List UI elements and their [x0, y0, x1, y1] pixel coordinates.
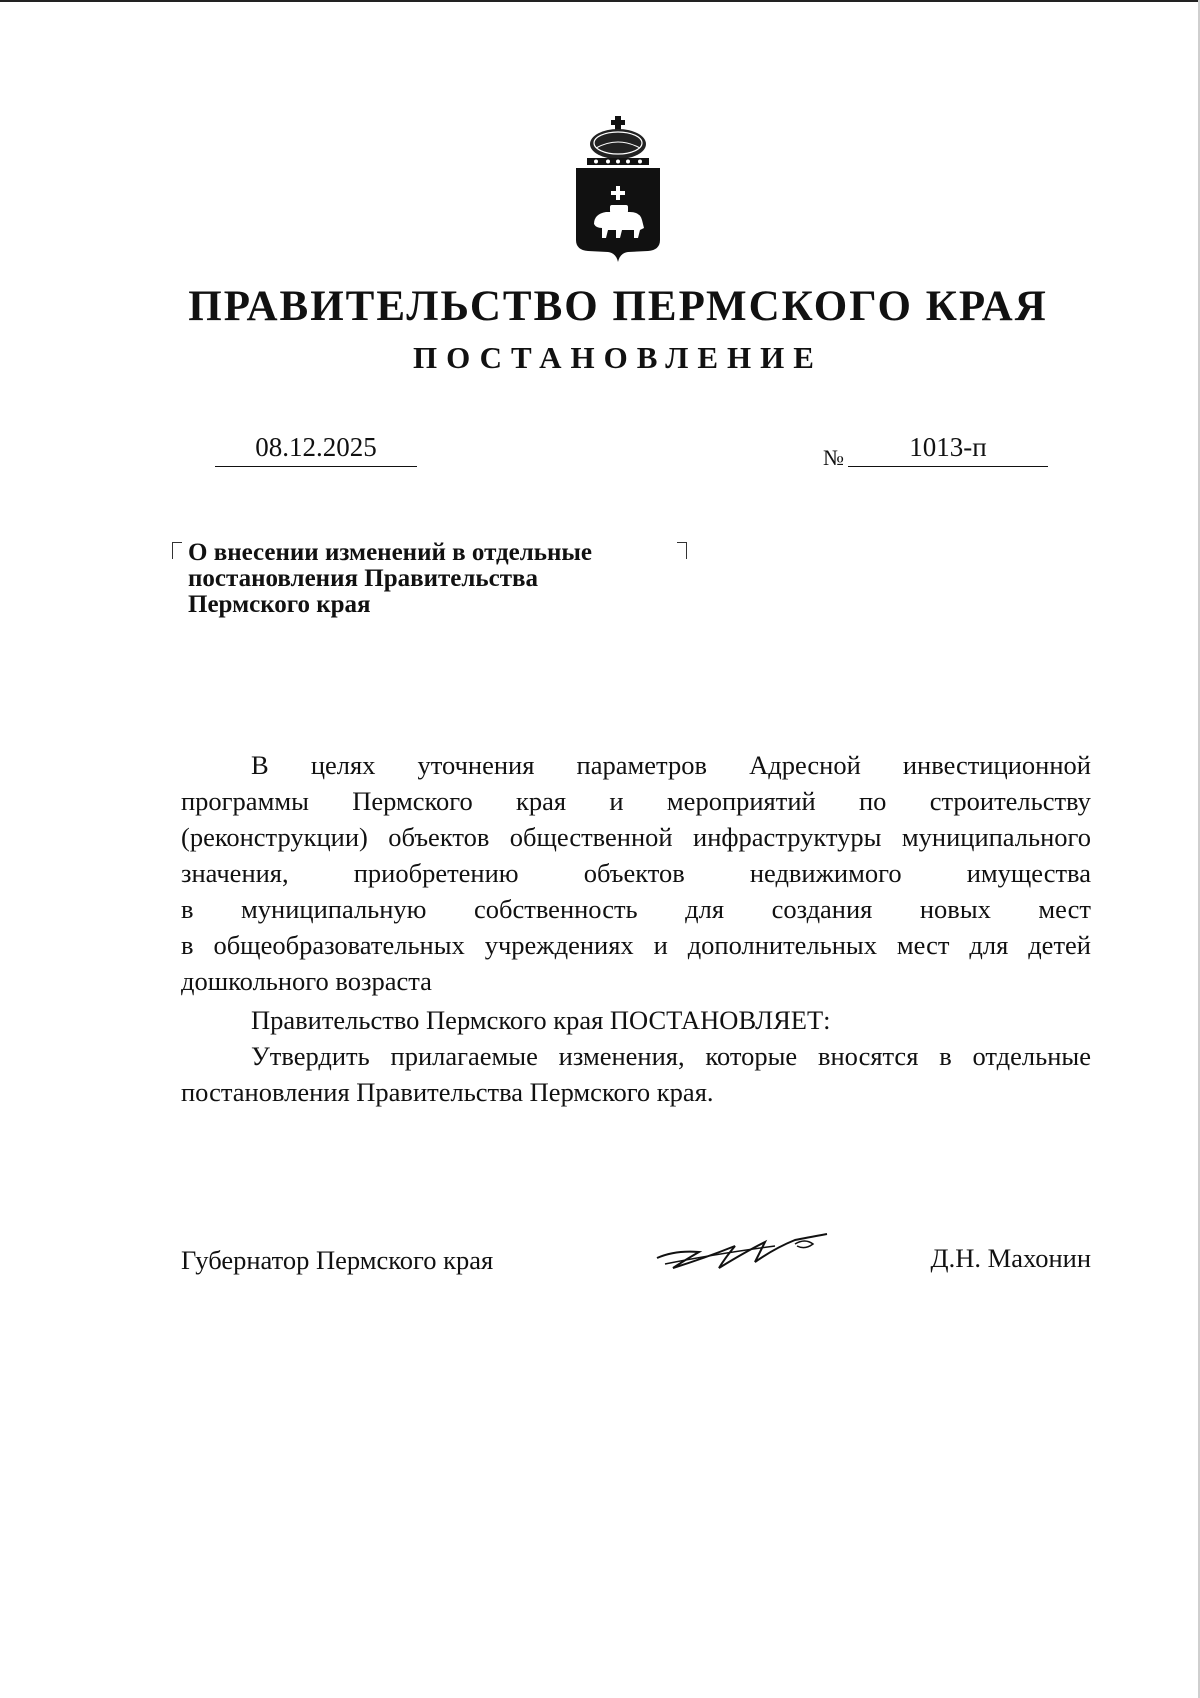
- body-line: программы Пермского края и мероприятий по строительству: [181, 786, 1091, 816]
- subject-line: постановления Правительства: [188, 565, 538, 592]
- signatory-role: Губернатор Пермского края: [181, 1245, 494, 1275]
- body-line: В целях уточнения параметров Адресной инвестиционной: [251, 750, 1091, 780]
- number-sign: №: [823, 445, 844, 470]
- body-line: (реконструкции) объектов общественной инфраструктуры муниципального: [181, 822, 1091, 852]
- document-number: 1013-п: [909, 432, 987, 462]
- scan-edge-top: [0, 0, 1200, 2]
- document-subject: [188, 540, 708, 618]
- resolution-statement: Правительство Пермского края ПОСТАНОВЛЯЕТ:: [251, 1005, 831, 1035]
- body-line: значения, приобретению объектов недвижимого имущества: [181, 858, 1091, 888]
- body-line: Утвердить прилагаемые изменения, которые вносятся в отдельные: [251, 1041, 1091, 1071]
- subject-line: Пермского края: [188, 591, 371, 618]
- handwritten-signature: [655, 1228, 830, 1276]
- document-date: 08.12.2025: [255, 432, 377, 462]
- body-line: постановления Правительства Пермского края.: [181, 1077, 714, 1107]
- body-line: в муниципальную собственность для создания новых мест: [181, 894, 1091, 924]
- subject-bracket-left: [172, 542, 182, 559]
- number-field: [848, 430, 1048, 467]
- body-line: дошкольного возраста: [181, 966, 432, 996]
- date-field: [215, 430, 417, 467]
- body-line: в общеобразовательных учреждениях и дополнительных мест для детей: [181, 930, 1091, 960]
- perm-krai-coat-of-arms-icon: [570, 112, 666, 264]
- signatory-name: Д.Н. Махонин: [930, 1243, 1091, 1273]
- organization-title: ПРАВИТЕЛЬСТВО ПЕРМСКОГО КРАЯ: [188, 283, 1048, 330]
- document-type: ПОСТАНОВЛЕНИЕ: [413, 340, 823, 375]
- subject-line: О внесении изменений в отдельные: [188, 539, 593, 566]
